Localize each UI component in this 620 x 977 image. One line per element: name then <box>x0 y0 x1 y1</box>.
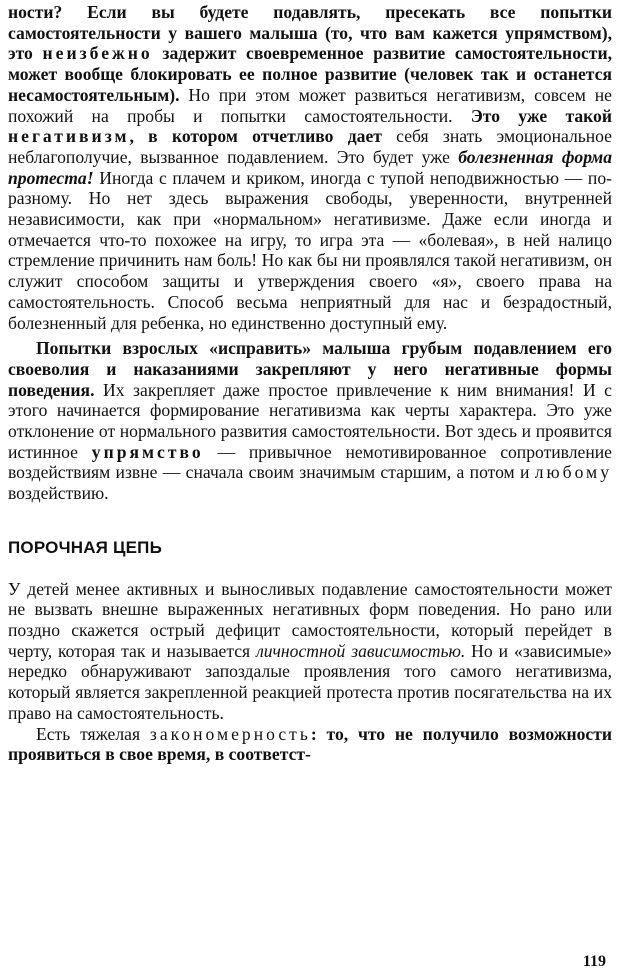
text-run: У детей менее активных и выносливых подавление самостоятельности может не вызвать внешне выраженных негативных форм поведения. Но рано или поздно скажется острый дефицит самостоятельности, который перейдет в черту, которая так и называется <box>8 578 612 661</box>
paragraph-4 <box>8 724 612 765</box>
spaced-emphasis: упрямство <box>91 441 204 462</box>
text-run: , в котором отчетливо дает <box>129 126 382 147</box>
spaced-emphasis: закономерность <box>149 723 311 744</box>
paragraph-2 <box>8 338 612 504</box>
paragraph-3 <box>8 579 612 724</box>
text-run: — привычное немотивированное сопротивление воздействиям извне — сначала своим значимым старшим, а потом и <box>8 441 612 483</box>
section-heading: ПОРОЧНАЯ ЦЕПЬ <box>8 537 163 557</box>
text-run: Но при этом может развиться негативизм, совсем не похожий на пробы и попытки самостоятельности. <box>8 84 612 126</box>
spaced-emphasis: негативизм <box>8 126 130 147</box>
text-run: Это уже такой <box>470 105 612 126</box>
text-run: : то, что не получило возможности проявиться в свое время, в соответст- <box>8 723 612 765</box>
text-run: себя знать эмоциональное неблагополучие, вызванное подавлением. Это будет уже <box>8 126 612 167</box>
bold-sentence: Попытки взрослых «исправить» малыша грубым подавлением его своеволия и наказаниями закрепляют у него негативные формы поведения. <box>8 338 612 400</box>
paragraph-1 <box>8 2 612 333</box>
text-run: воздействию. <box>8 483 109 504</box>
text-run: Но и «зависимые» нередко обнаруживают запоздалые проявления того самого негативизма, который является закрепленной реакцией протеста против посягательства на их право на самостоятельность. <box>8 640 613 723</box>
text-run: Их закрепляет даже простое привлечение к ним внимания! И с этого начинается формирование негативизма как черты характера. Это уже отклонение от нормального развития самостоятельности. Вот здесь и проявится истинное <box>8 379 612 462</box>
italic-emphasis: болезненная форма протеста! <box>8 146 612 188</box>
text-run: Есть тяжелая <box>36 723 150 744</box>
spaced-emphasis: неизбежно <box>42 43 153 64</box>
page-number: 119 <box>582 953 606 970</box>
text-run: ности? Если вы будете подавлять, пресекать все попытки самостоятельности у вашего малыша (то, что вам кажется упрямством), это <box>8 2 612 64</box>
book-page <box>8 2 612 972</box>
italic-emphasis: личностной зависимостью. <box>256 640 466 661</box>
text-run: Иногда с плачем и криком, иногда с тупой неподвижностью — по-разному. Но нет здесь выражения свободы, уверенности, внутренней независимости, как при «нормальном» негативизме. Даже если иногда и отмечается что-то похожее на игру, то игра эта — «болевая», в ней налицо стремление причинить нам боль! Но как бы ни проявлялся такой негативизм, он служит способом защиты и утверждения своего «я», своего права на самостоятельность. Способ весьма неприятный для нас и безрадостный, болезненный для ребенка, но единственно доступный ему. <box>8 167 612 333</box>
spaced-emphasis: любому <box>534 462 612 483</box>
text-run: задержит своевременное развитие самостоятельности, может вообще блокировать ее полное развитие (человек так и останется несамостоятельным). <box>8 43 612 105</box>
